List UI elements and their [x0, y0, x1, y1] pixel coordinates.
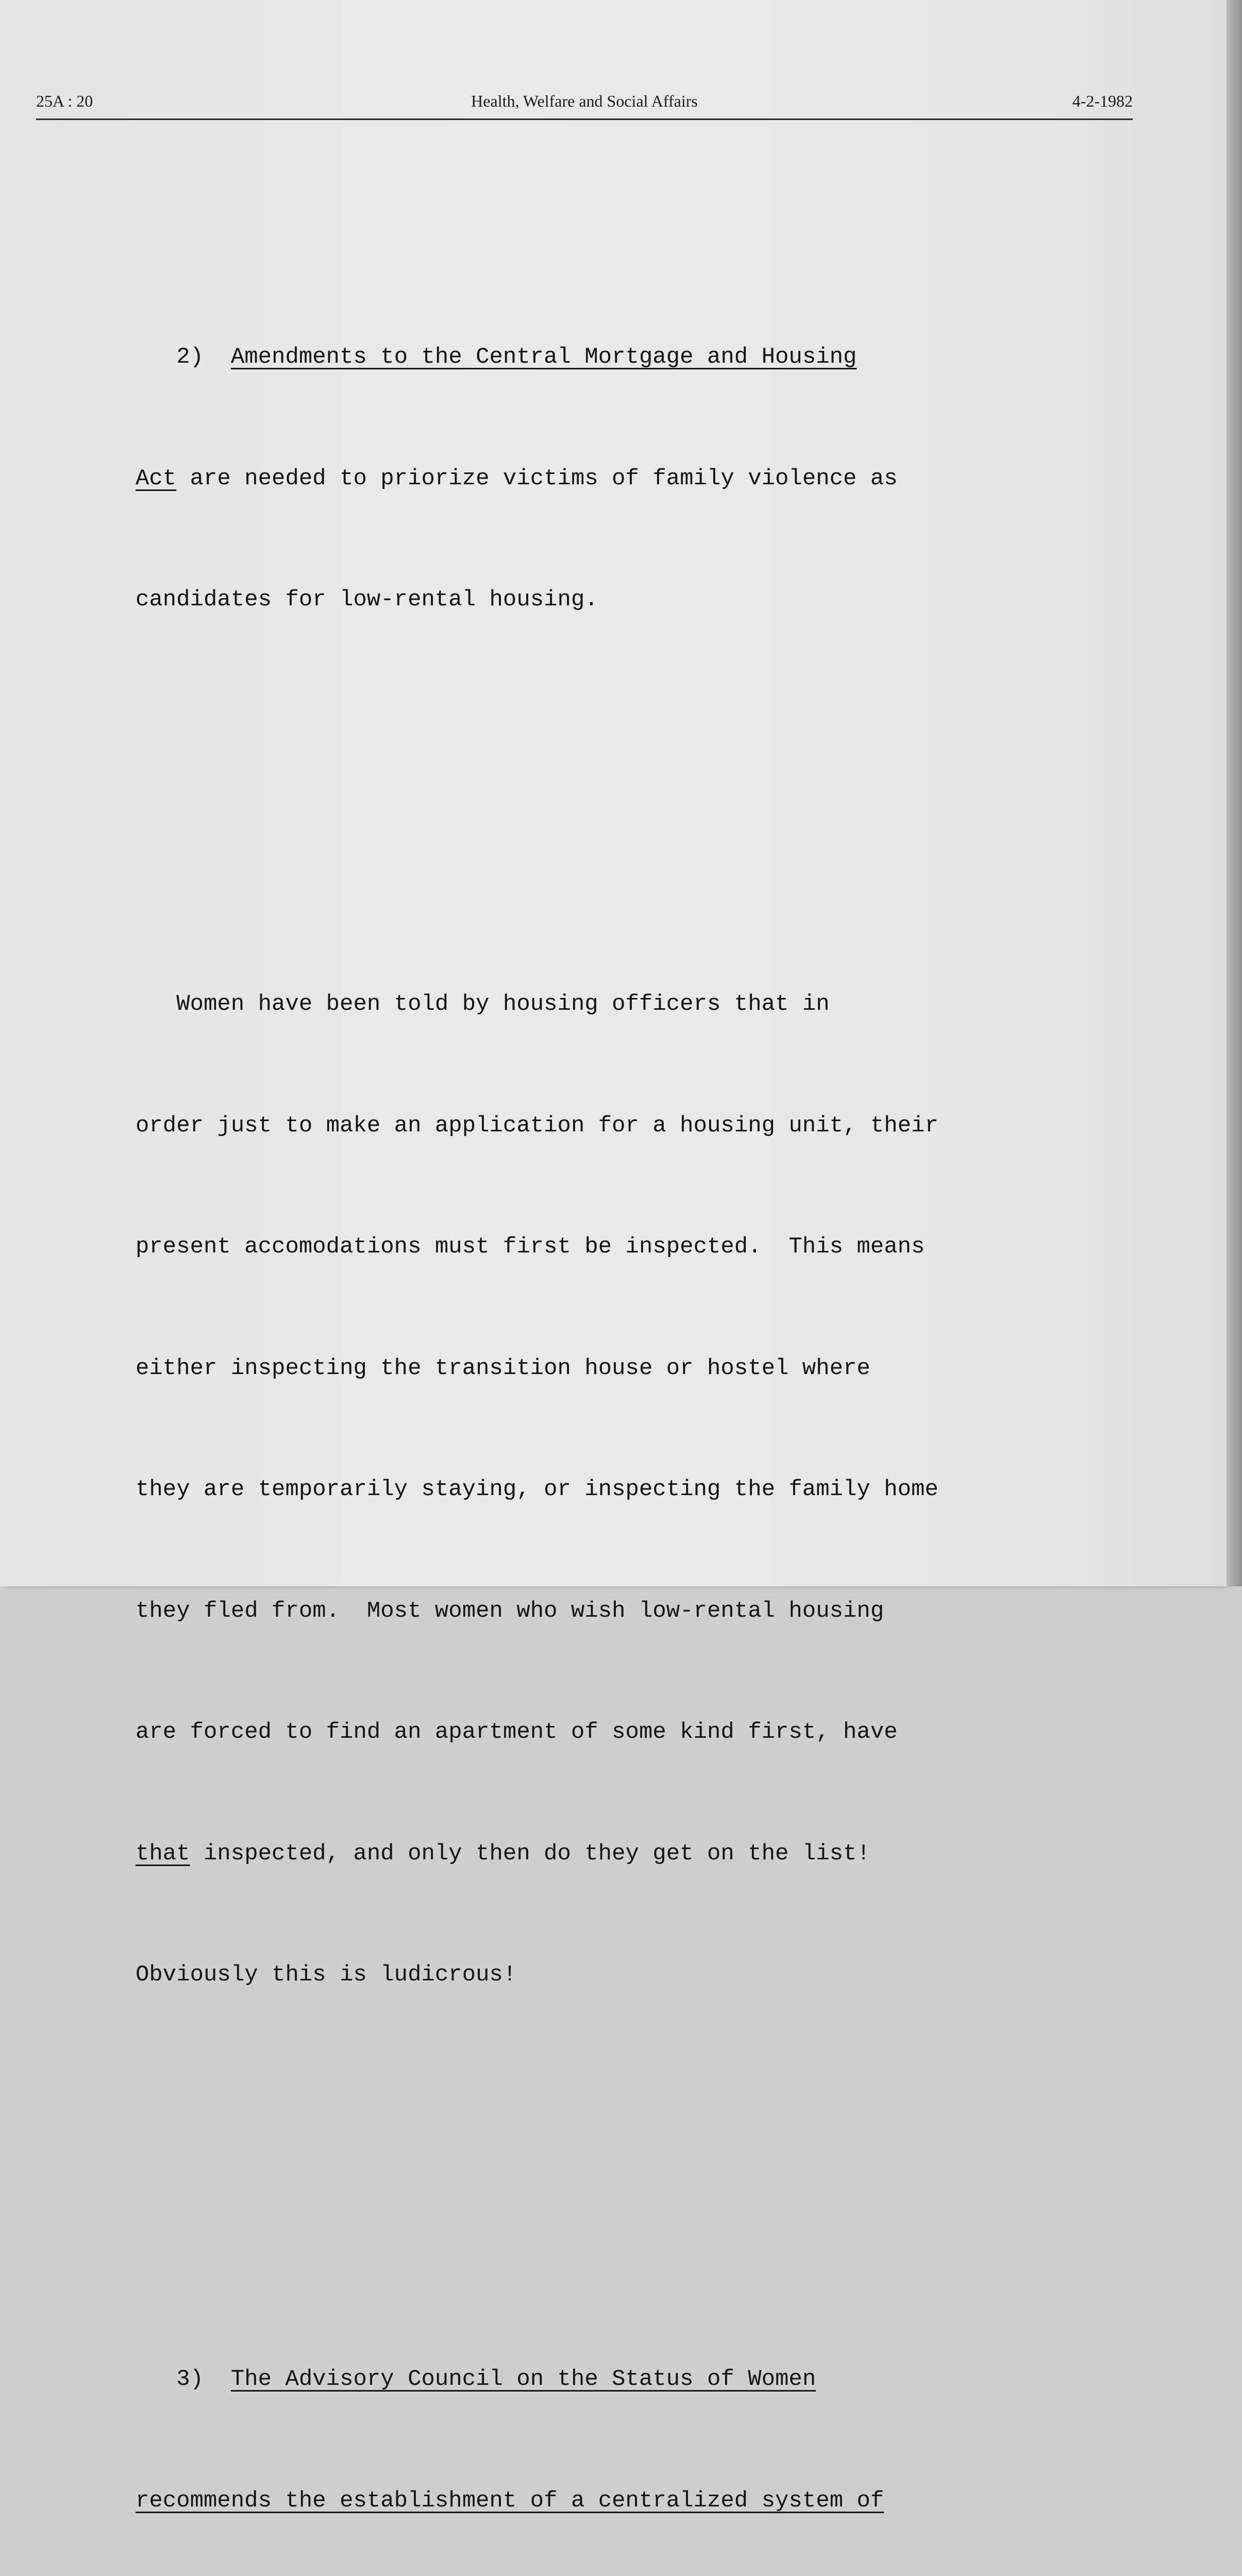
paragraph-2-line-3: candidates for low-rental housing.: [136, 587, 598, 613]
paragraph-women-line-4: either inspecting the transition house or hostel where: [136, 1355, 870, 1381]
section-title: Health, Welfare and Social Affairs: [471, 92, 698, 110]
text: Women have been told by housing officers that in: [176, 991, 830, 1017]
paragraph-women-line-7: are forced to find an apartment of some kind first, have: [136, 1719, 898, 1745]
text: are needed to priorize victims of family violence as: [176, 465, 898, 492]
paragraph-women-line-9: Obviously this is ludicrous!: [136, 1962, 517, 1988]
paragraph-women-line-5: they are temporarily staying, or inspecting the family home: [136, 1477, 938, 1502]
item-number: 2): [176, 344, 204, 370]
item-number: 3): [176, 2366, 204, 2392]
paragraph-gap: [136, 741, 1146, 822]
underlined-text: Amendments to the Central Mortgage and Housing: [230, 344, 857, 370]
underlined-text: The Advisory Council on the Status of Women: [230, 2366, 816, 2392]
page-header: [36, 92, 1133, 123]
paragraph-3-line-2: [136, 2481, 1146, 2521]
header-date: 4-2-1982: [1072, 92, 1133, 110]
paragraph-women-line-1: [136, 984, 1146, 1025]
underlined-text: Act: [136, 465, 177, 492]
typed-body: [136, 175, 1146, 2576]
paragraph-women-line-8: [136, 1834, 1146, 1874]
paragraph-women-line-6: they fled from. Most women who wish low-rental housing: [136, 1598, 884, 1624]
paragraph-women-line-2: order just to make an application for a housing unit, their: [136, 1112, 938, 1139]
paragraph-3-line-1: [136, 2359, 1146, 2400]
paragraph-gap: [136, 2116, 1146, 2197]
page-edge-shadow: [1227, 0, 1242, 1586]
paragraph-2-line-1: [136, 337, 1146, 378]
header-rule: [36, 118, 1133, 120]
paragraph-women-line-3: present accomodations must first be inspected. This means: [136, 1234, 925, 1260]
underlined-text: recommends the establishment of a centralized system of: [136, 2487, 884, 2514]
text: inspected, and only then do they get on the list!: [190, 1840, 870, 1867]
paragraph-2-line-2: [136, 459, 1146, 499]
underlined-text: that: [136, 1840, 190, 1867]
page-reference: 25A : 20: [36, 92, 93, 110]
